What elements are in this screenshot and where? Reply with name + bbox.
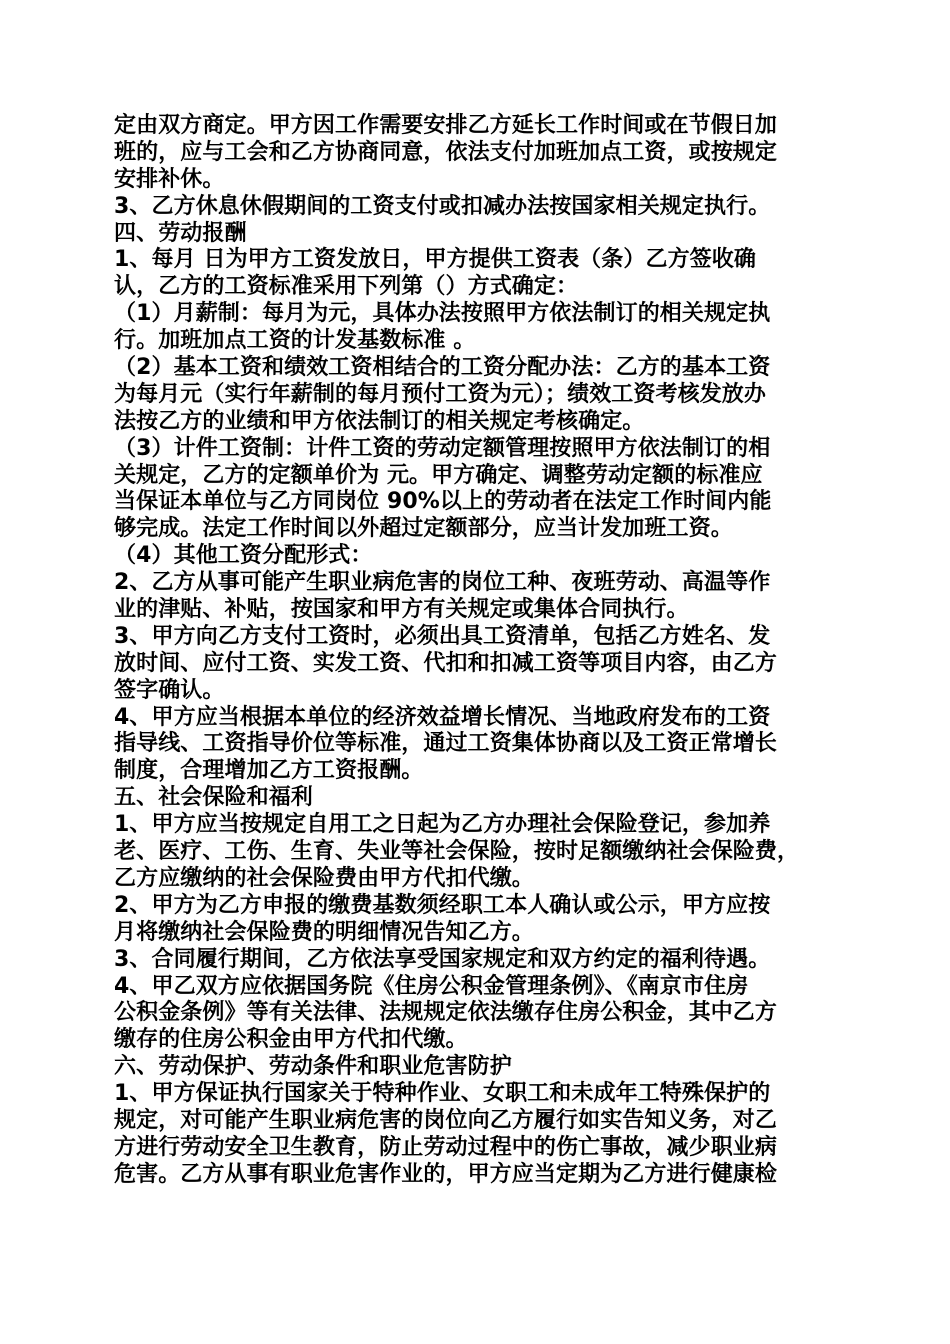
text-line: 法按乙方的业绩和甲方依法制订的相关规定考核确定。 — [114, 408, 645, 434]
text-line: （1）月薪制：每月为元，具体办法按照甲方依法制订的相关规定执 — [114, 301, 771, 327]
section-heading: 五、社会保险和福利 — [114, 785, 313, 811]
text-line: 公积金条例》等有关法律、法规规定依法缴存住房公积金，其中乙方 — [114, 1000, 778, 1026]
text-line: 老、医疗、工伤、生育、失业等社会保险，按时足额缴纳社会保险费， — [114, 839, 800, 865]
text-line: （2）基本工资和绩效工资相结合的工资分配办法：乙方的基本工资 — [114, 355, 771, 381]
text-line: 制度，合理增加乙方工资报酬。 — [114, 758, 424, 784]
text-line: （3）计件工资制：计件工资的劳动定额管理按照甲方依法制订的相 — [114, 435, 771, 461]
section-heading: 四、劳动报酬 — [114, 220, 247, 246]
text-line: 行。加班加点工资的计发基数标准 。 — [114, 328, 476, 354]
text-line: 班的，应与工会和乙方协商同意，依法支付加班加点工资，或按规定 — [114, 139, 778, 165]
text-line: 1、甲方应当按规定自用工之日起为乙方办理社会保险登记，参加养 — [114, 812, 771, 838]
text-line: 定由双方商定。甲方因工作需要安排乙方延长工作时间或在节假日加 — [114, 113, 778, 138]
text-line: 3、合同履行期间，乙方依法享受国家规定和双方约定的福利待遇。 — [114, 946, 771, 972]
text-line: 规定，对可能产生职业病危害的岗位向乙方履行如实告知义务，对乙 — [114, 1107, 778, 1133]
text-line: 指导线、工资指导价位等标准，通过工资集体协商以及工资正常增长 — [114, 731, 778, 757]
text-line: 3、甲方向乙方支付工资时，必须出具工资清单，包括乙方姓名、发 — [114, 623, 771, 649]
text-line: 1、甲方保证执行国家关于特种作业、女职工和未成年工特殊保护的 — [114, 1081, 771, 1107]
text-line: 业的津贴、补贴，按国家和甲方有关规定或集体合同执行。 — [114, 597, 689, 623]
text-line: 4、甲乙双方应依据国务院《住房公积金管理条例》、《南京市住房 — [114, 973, 749, 999]
text-line: 2、甲方为乙方申报的缴费基数须经职工本人确认或公示，甲方应按 — [114, 892, 771, 918]
text-line: 安排补休。 — [114, 166, 225, 192]
text-line: 4、甲方应当根据本单位的经济效益增长情况、当地政府发布的工资 — [114, 704, 771, 730]
text-line: 缴存的住房公积金由甲方代扣代缴。 — [114, 1027, 468, 1053]
text-line: 够完成。法定工作时间以外超过定额部分，应当计发加班工资。 — [114, 516, 733, 542]
text-line: 方进行劳动安全卫生教育，防止劳动过程中的伤亡事故，减少职业病 — [114, 1134, 778, 1160]
document-body — [114, 113, 849, 1189]
text-line: 乙方应缴纳的社会保险费由甲方代扣代缴。 — [114, 865, 534, 891]
text-line: 当保证本单位与乙方同岗位 90%以上的劳动者在法定工作时间内能 — [114, 489, 772, 515]
text-line: 2、乙方从事可能产生职业病危害的岗位工种、夜班劳动、高温等作 — [114, 570, 771, 596]
text-line: 签字确认。 — [114, 677, 225, 703]
text-line: 月将缴纳社会保险费的明细情况告知乙方。 — [114, 919, 534, 945]
section-heading: 六、劳动保护、劳动条件和职业危害防护 — [114, 1054, 512, 1080]
text-line: 认，乙方的工资标准采用下列第（）方式确定： — [114, 274, 579, 300]
text-line: 危害。乙方从事有职业危害作业的，甲方应当定期为乙方进行健康检 — [114, 1161, 778, 1187]
text-line: 为每月元（实行年薪制的每月预付工资为元）；绩效工资考核发放办 — [114, 381, 767, 407]
text-line: 1、每月 日为甲方工资发放日，甲方提供工资表（条）乙方签收确 — [114, 247, 756, 273]
text-line: 关规定，乙方的定额单价为 元。甲方确定、调整劳动定额的标准应 — [114, 462, 763, 488]
text-line: 3、乙方休息休假期间的工资支付或扣减办法按国家相关规定执行。 — [114, 193, 771, 219]
text-line: 放时间、应付工资、实发工资、代扣和扣减工资等项目内容，由乙方 — [114, 650, 778, 676]
text-line: （4）其他工资分配形式： — [114, 543, 373, 569]
